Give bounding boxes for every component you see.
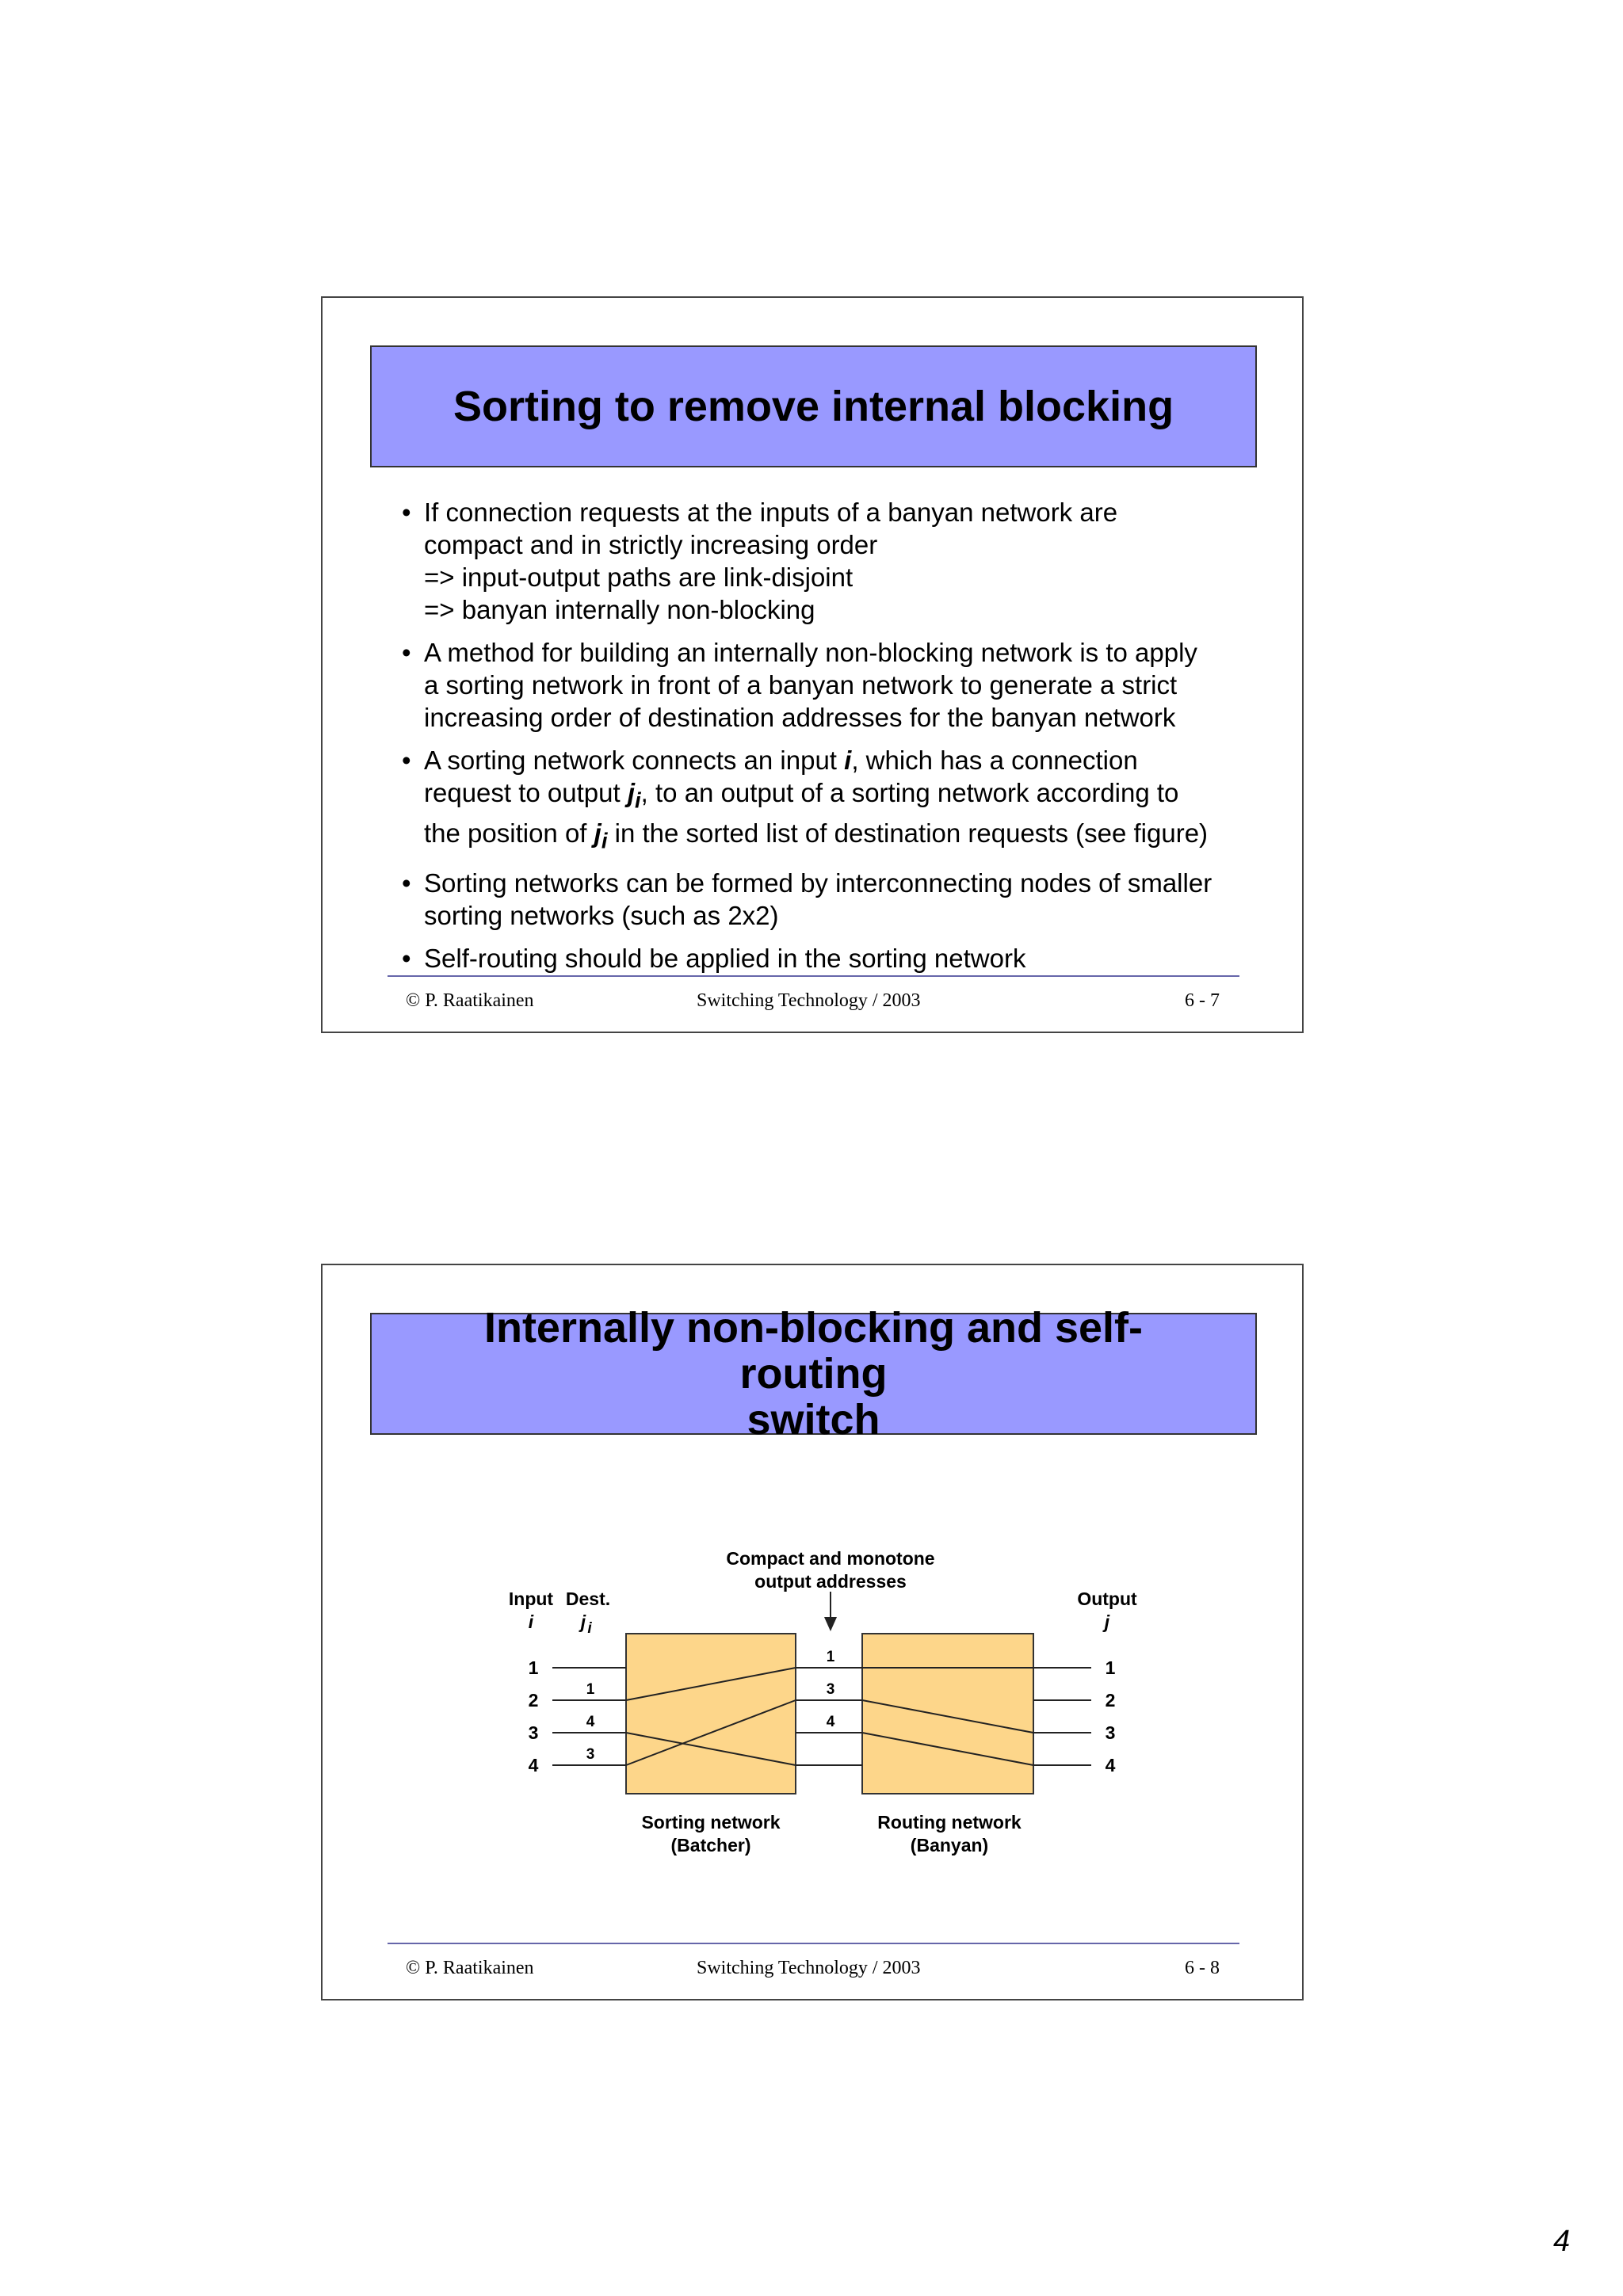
footer-course: Switching Technology / 2003 (697, 990, 921, 1011)
switch-diagram (323, 1265, 1305, 2002)
title-line: Internally non-blocking and self-routing (483, 1304, 1144, 1398)
bullet-item (402, 744, 1258, 856)
bullet-line: • A sorting network connects an input i, which has a connection (424, 746, 1138, 775)
bullet-item (402, 942, 1258, 974)
output-number: 2 (1105, 1690, 1116, 1711)
dest-number: 4 (586, 1714, 595, 1730)
title-line: switch (747, 1396, 880, 1444)
bullet-line: • Self-routing should be applied in the sorting network (424, 944, 1026, 974)
bullet-list (402, 496, 1258, 985)
footer-divider (388, 1943, 1239, 1944)
bullet-item (402, 867, 1258, 932)
bullet-line: • A method for building an internally non-blocking network is to apply (424, 638, 1197, 667)
bullet-line: request to output $j_i$, to an output of a sorting network according to (424, 778, 1179, 813)
bullet-line: sorting networks (such as 2x2) (424, 901, 779, 931)
input-number: 3 (528, 1722, 539, 1743)
bullet-line: the position of $j_i$ in the sorted list of destination requests (see figure) (424, 818, 1209, 853)
footer-divider (388, 975, 1239, 977)
bullet-line: => input-output paths are link-disjoint (424, 563, 854, 592)
dest-header: Dest. (565, 1589, 611, 1609)
input-var: i (528, 1611, 534, 1632)
routing-network-box (862, 1634, 1033, 1794)
mid-address: 4 (826, 1714, 835, 1730)
slide-title (370, 345, 1257, 467)
footer-course: Switching Technology / 2003 (697, 1958, 921, 1978)
dest-number: 3 (586, 1746, 595, 1763)
output-var: j (1104, 1611, 1110, 1632)
sorting-network-sublabel: (Batcher) (670, 1835, 751, 1855)
footer-author: © P. Raatikainen (406, 990, 534, 1011)
input-number: 2 (528, 1690, 539, 1711)
mid-address: 3 (826, 1681, 835, 1698)
bullet-line: • If connection requests at the inputs of a banyan network are (424, 498, 1118, 527)
dest-sub: i (587, 1620, 592, 1637)
arrow-down-icon (824, 1617, 837, 1631)
input-header: Input (508, 1589, 554, 1609)
input-number: 1 (528, 1657, 539, 1678)
bullet-line: • Sorting networks can be formed by interconnecting nodes of smaller (424, 868, 1212, 898)
output-header: Output (1077, 1589, 1137, 1609)
compact-label: output addresses (754, 1571, 907, 1592)
routing-network-label: Routing network (877, 1812, 1022, 1833)
footer-author: © P. Raatikainen (406, 1958, 534, 1978)
dest-number: 1 (586, 1681, 595, 1698)
footer-slide-number: 6 - 8 (1185, 1958, 1220, 1978)
routing-network-sublabel: (Banyan) (910, 1835, 989, 1855)
sorting-network-box (626, 1634, 796, 1794)
compact-label: Compact and monotone (726, 1548, 935, 1569)
page-number: 4 (1553, 2225, 1571, 2258)
footer-slide-number: 6 - 7 (1185, 990, 1220, 1011)
input-number: 4 (528, 1755, 539, 1775)
bullet-line: => banyan internally non-blocking (424, 595, 815, 624)
slide-sorting (321, 296, 1304, 1033)
bullet-item (402, 496, 1258, 626)
output-number: 3 (1105, 1722, 1116, 1743)
output-number: 4 (1105, 1755, 1116, 1775)
bullet-line: compact and in strictly increasing order (424, 530, 878, 559)
bullet-item (402, 636, 1258, 734)
dest-var: j (580, 1611, 586, 1632)
bullet-line: a sorting network in front of a banyan network to generate a strict (424, 670, 1178, 700)
bullet-line: increasing order of destination addresses for the banyan network (424, 703, 1176, 732)
slide-title-text: Sorting to remove internal blocking (453, 383, 1174, 430)
slide-switch (321, 1264, 1304, 2000)
output-number: 1 (1105, 1657, 1116, 1678)
mid-address: 1 (826, 1649, 835, 1665)
sorting-network-label: Sorting network (641, 1812, 781, 1833)
